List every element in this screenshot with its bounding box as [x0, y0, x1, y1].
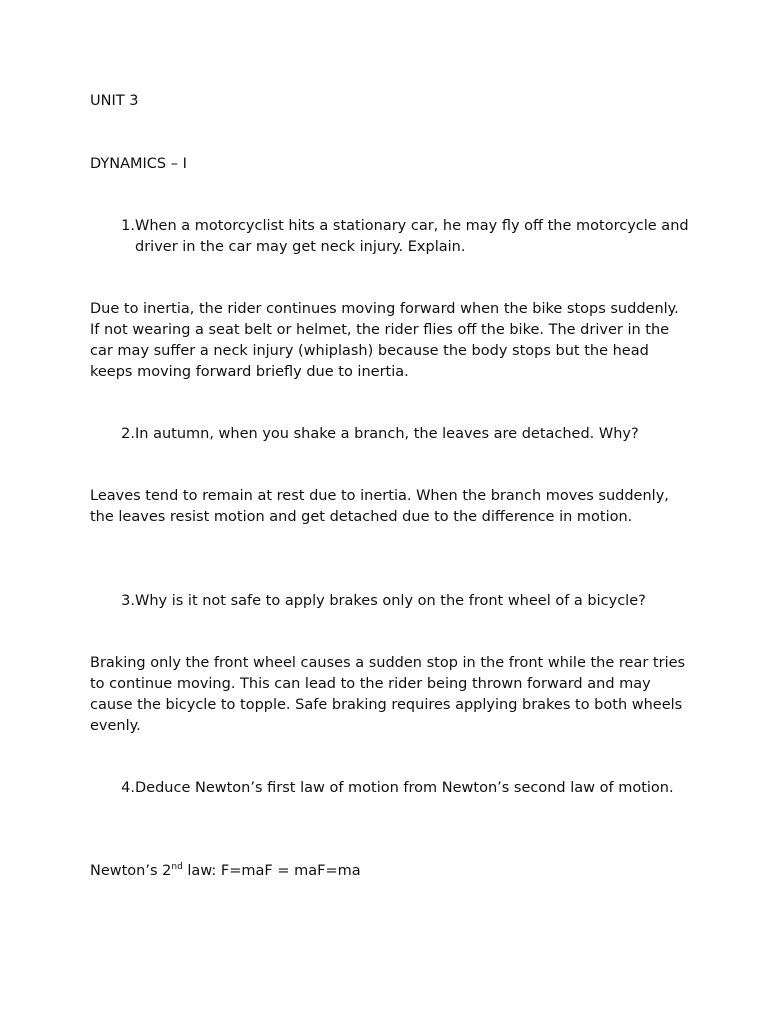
unit-heading: UNIT 3	[90, 93, 139, 109]
answer-3: Braking only the front wheel causes a sudden stop in the front while the rear tries to continue moving. This can lead to the rider being thrown forward and may cause the bicycle to topple. Safe braking requires applying brakes to both wheels evenly.	[90, 655, 686, 734]
question-number: 3.	[121, 593, 135, 609]
question-2	[90, 424, 690, 445]
question-1	[90, 216, 690, 258]
answer-prefix: Newton’s 2	[90, 863, 172, 879]
question-number: 1.	[121, 218, 135, 234]
ordinal-superscript: nd	[171, 862, 183, 873]
question-number: 2.	[121, 426, 135, 442]
question-text: When a motorcyclist hits a stationary car, he may fly off the motorcycle and driver in the car may get neck injury. Explain.	[135, 218, 689, 255]
chapter-heading: DYNAMICS – I	[90, 156, 187, 172]
answer-suffix: law: F=maF = maF=ma	[182, 863, 361, 879]
question-4	[90, 778, 690, 799]
answer-4	[90, 861, 690, 882]
answer-1: Due to inertia, the rider continues moving forward when the bike stops suddenly. If not wearing a seat belt or helmet, the rider flies off the bike. The driver in the car may suffer a neck injury (whiplash) because the body stops but the head keeps moving forward briefly due to inertia.	[90, 301, 679, 380]
question-number: 4.	[121, 780, 135, 796]
question-3	[90, 591, 690, 612]
question-text: In autumn, when you shake a branch, the leaves are detached. Why?	[135, 426, 639, 442]
question-text: Why is it not safe to apply brakes only on the front wheel of a bicycle?	[135, 593, 646, 609]
question-text: Deduce Newton’s first law of motion from Newton’s second law of motion.	[135, 780, 674, 796]
answer-2: Leaves tend to remain at rest due to inertia. When the branch moves suddenly, the leaves resist motion and get detached due to the difference in motion.	[90, 488, 669, 525]
